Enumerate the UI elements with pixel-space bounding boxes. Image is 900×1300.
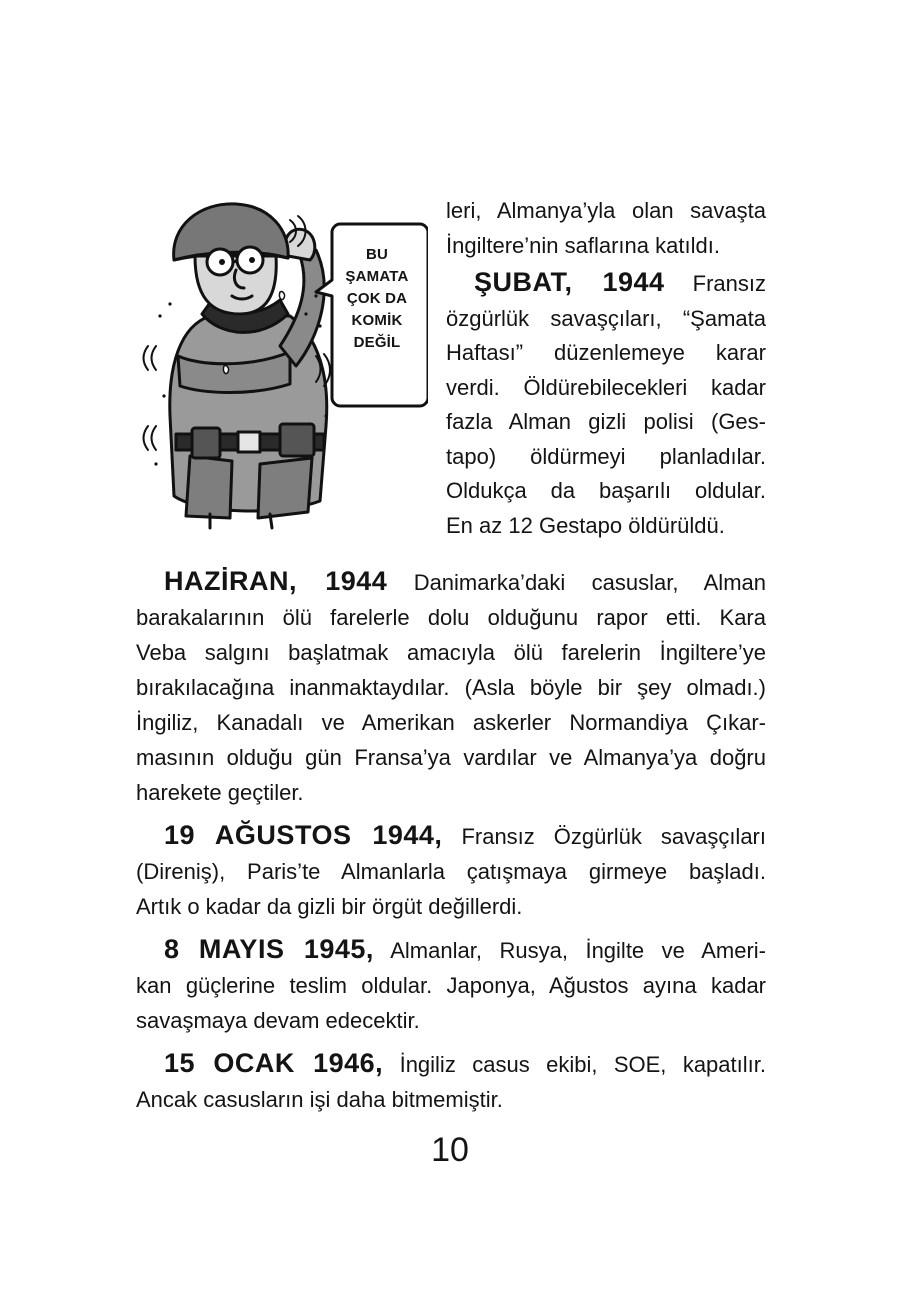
page-number: 10: [431, 1131, 469, 1169]
text-line: bırakılacağına inanmaktaydılar. (Asla böyle bir şey olmadı.): [136, 675, 766, 700]
entry-heading: 8 MAYIS 1945,: [164, 934, 374, 964]
entry-subat-1944: [446, 265, 766, 302]
speech-line: DEĞİL: [353, 334, 401, 351]
entry-heading: 15 OCAK 1946,: [164, 1048, 384, 1078]
speech-bubble-text: [333, 244, 421, 354]
wrapped-text-column: [446, 194, 766, 543]
text-line: harekete geçtiler.: [136, 780, 304, 805]
continued-paragraph: [446, 194, 766, 263]
entry-subat-1944-body: [446, 302, 766, 544]
text-line: İngiltere’nin saflarına katıldı.: [446, 232, 720, 258]
text-line: (Direniş), Paris’te Almanlarla çatışmaya girmeye başladı.: [136, 859, 766, 884]
text-line: tapo) öldürmeyi planladılar.: [446, 443, 766, 469]
speech-line: BU: [365, 246, 389, 263]
entry-haziran-1944: [136, 564, 766, 810]
text-line: masının olduğu gün Fransa’ya vardılar ve Almanya’ya doğru: [136, 745, 766, 770]
text-line: leri, Almanya’yla olan savaşta: [446, 198, 766, 223]
text-line: Fransız: [692, 271, 766, 296]
text-line: İngiliz, Kanadalı ve Amerikan askerler Normandiya Çıkar-: [136, 710, 766, 735]
text-line: verdi. Öldürebilecekleri kadar: [446, 374, 766, 400]
text-line: fazla Alman gizli polisi (Ges-: [446, 409, 766, 434]
text-line: Artık o kadar da gizli bir örgüt değillerdi.: [136, 894, 523, 919]
text-line: Fransız Özgürlük savaşçıları: [461, 824, 766, 849]
text-line: Almanlar, Rusya, İngilte ve Ameri-: [390, 938, 766, 963]
speech-line: ÇOK DA: [346, 290, 408, 307]
text-line: İngiliz casus ekibi, SOE, kapatılır.: [399, 1052, 766, 1077]
text-line: barakalarının ölü farelerle dolu olduğunu rapor etti. Kara: [136, 605, 766, 630]
text-line: Veba salgını başlatmak amacıyla ölü farelerin İngiltere’ye: [136, 640, 766, 665]
full-width-text: [136, 564, 766, 1125]
text-line: özgürlük savaşçıları, “Şamata: [446, 305, 766, 331]
text-line: Haftası” düzenlemeye karar: [446, 340, 766, 365]
speech-line: ŞAMATA: [345, 268, 409, 285]
text-line: En az 12 Gestapo öldürüldü.: [446, 512, 725, 538]
entry-heading: ŞUBAT, 1944: [474, 267, 665, 297]
text-line: kan güçlerine teslim oldular. Japonya, Ağustos ayına kadar: [136, 973, 766, 998]
text-line: Ancak casusların işi daha bitmemiştir.: [136, 1087, 503, 1112]
entry-19-agustos-1944: [136, 818, 766, 924]
entry-heading: HAZİRAN, 1944: [164, 566, 388, 596]
text-line: Oldukça da başarılı oldular.: [446, 478, 766, 503]
text-line: savaşmaya devam edecektir.: [136, 1008, 420, 1033]
entry-8-mayis-1945: [136, 932, 766, 1038]
entry-15-ocak-1946: [136, 1046, 766, 1117]
text-line: Danimarka’daki casuslar, Alman: [413, 570, 766, 595]
speech-line: KOMİK: [351, 312, 403, 329]
entry-heading: 19 AĞUSTOS 1944,: [164, 820, 443, 850]
